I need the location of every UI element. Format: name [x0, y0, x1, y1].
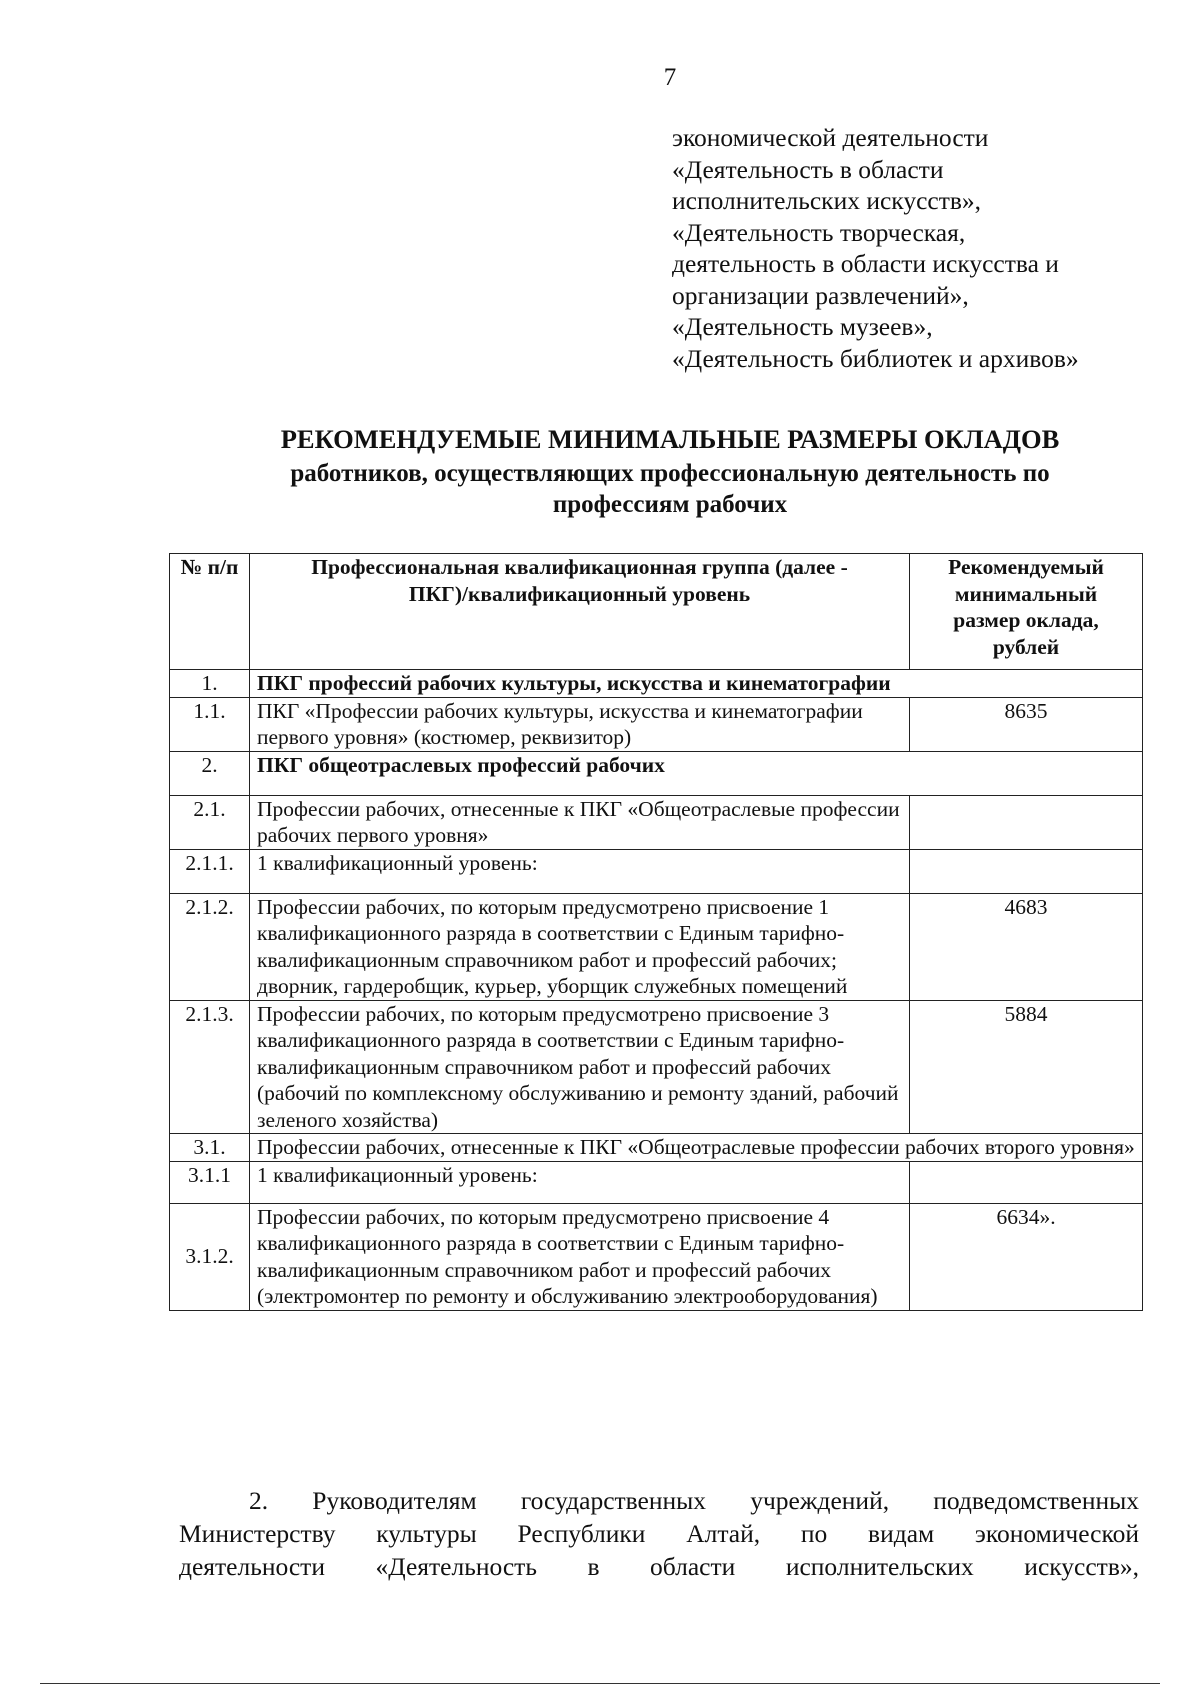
row-text: Профессии рабочих, по которым предусмотрено присвоение 4 квалификационного разряда в соответствии с Единым тарифно-квалификационным справочником работ и профессий рабочих (электромонтер по ремонту и обслуживанию электрооборудования) [250, 1203, 910, 1310]
row-salary: 4683 [910, 893, 1143, 1000]
table-row [170, 670, 1143, 698]
row-salary [910, 1161, 1143, 1203]
table-row [170, 893, 1143, 1000]
row-salary [910, 849, 1143, 893]
paragraph-line: деятельности «Деятельность в области исполнительских искусств», [179, 1552, 1139, 1581]
row-num: 3.1. [170, 1134, 250, 1162]
header-line: экономической деятельности [672, 123, 989, 152]
row-num: 3.1.2. [170, 1203, 250, 1310]
header-line: «Деятельность в области [672, 154, 944, 184]
table-row [170, 1203, 1143, 1310]
document-subtitle: профессиям рабочих [552, 491, 788, 518]
body-paragraph [179, 1484, 1139, 1583]
header-line: «Деятельность библиотек и архивов» [672, 343, 1079, 373]
document-title: РЕКОМЕНДУЕМЫЕ МИНИМАЛЬНЫЕ РАЗМЕРЫ ОКЛАДОВ [280, 424, 1060, 454]
row-salary: 6634». [910, 1203, 1143, 1310]
header-num: № п/п [170, 554, 250, 670]
row-text: Профессии рабочих, отнесенные к ПКГ «Общеотраслевые профессии рабочих первого уровня» [250, 795, 910, 849]
document-subtitle: работников, осуществляющих профессиональную деятельность по [290, 460, 1050, 487]
row-num: 1.1. [170, 697, 250, 751]
header-salary: Рекомендуемый минимальный размер оклада, рублей [910, 554, 1143, 670]
page-number: 7 [663, 64, 677, 91]
row-text: 1 квалификационный уровень: [250, 1161, 910, 1203]
header-line: «Деятельность музеев», [672, 312, 933, 341]
row-group: ПКГ профессий рабочих культуры, искусства и кинематографии [250, 670, 1143, 698]
row-num: 2.1.1. [170, 849, 250, 893]
table-row [170, 697, 1143, 751]
salary-table [169, 553, 1143, 1311]
row-num: 1. [170, 670, 250, 698]
table-row [170, 1134, 1143, 1162]
row-num: 2. [170, 751, 250, 795]
approval-header [672, 122, 1172, 374]
table-header-row [170, 554, 1143, 670]
header-group: Профессиональная квалификационная группа (далее - ПКГ)/квалификационный уровень [250, 554, 910, 670]
row-num: 3.1.1 [170, 1161, 250, 1203]
paragraph-line: Министерству культуры Республики Алтай, по видам экономической [179, 1519, 1139, 1548]
header-line: организации развлечений», [672, 280, 969, 310]
row-num: 2.1.2. [170, 893, 250, 1000]
table-row [170, 1000, 1143, 1134]
row-salary: 8635 [910, 697, 1143, 751]
row-text: Профессии рабочих, отнесенные к ПКГ «Общеотраслевые профессии рабочих второго уровня» [250, 1134, 1143, 1162]
row-num: 2.1. [170, 795, 250, 849]
row-group: ПКГ общеотраслевых профессий рабочих [250, 751, 1143, 795]
header-line: «Деятельность творческая, [672, 217, 966, 247]
paragraph-line: 2. Руководителям государственных учреждений, подведомственных [249, 1486, 1139, 1515]
header-line: исполнительских искусств», [672, 186, 982, 215]
table-row [170, 849, 1143, 893]
footer-rule [40, 1683, 1160, 1684]
row-text: Профессии рабочих, по которым предусмотрено присвоение 1 квалификационного разряда в соответствии с Единым тарифно-квалификационным справочником работ и профессий рабочих; дворник, гардеробщик, курьер, уборщик служебных помещений [250, 893, 910, 1000]
row-salary [910, 795, 1143, 849]
table-row [170, 751, 1143, 795]
table-row [170, 1161, 1143, 1203]
header-line: деятельность в области искусства и [672, 249, 1059, 278]
row-text: Профессии рабочих, по которым предусмотрено присвоение 3 квалификационного разряда в соответствии с Единым тарифно-квалификационным справочником работ и профессий рабочих (рабочий по комплексному обслуживанию и ремонту зданий, рабочий зеленого хозяйства) [250, 1000, 910, 1134]
row-salary: 5884 [910, 1000, 1143, 1134]
table-row [170, 795, 1143, 849]
row-text: ПКГ «Профессии рабочих культуры, искусства и кинематографии первого уровня» (костюмер, реквизитор) [250, 697, 910, 751]
row-num: 2.1.3. [170, 1000, 250, 1134]
row-text: 1 квалификационный уровень: [250, 849, 910, 893]
